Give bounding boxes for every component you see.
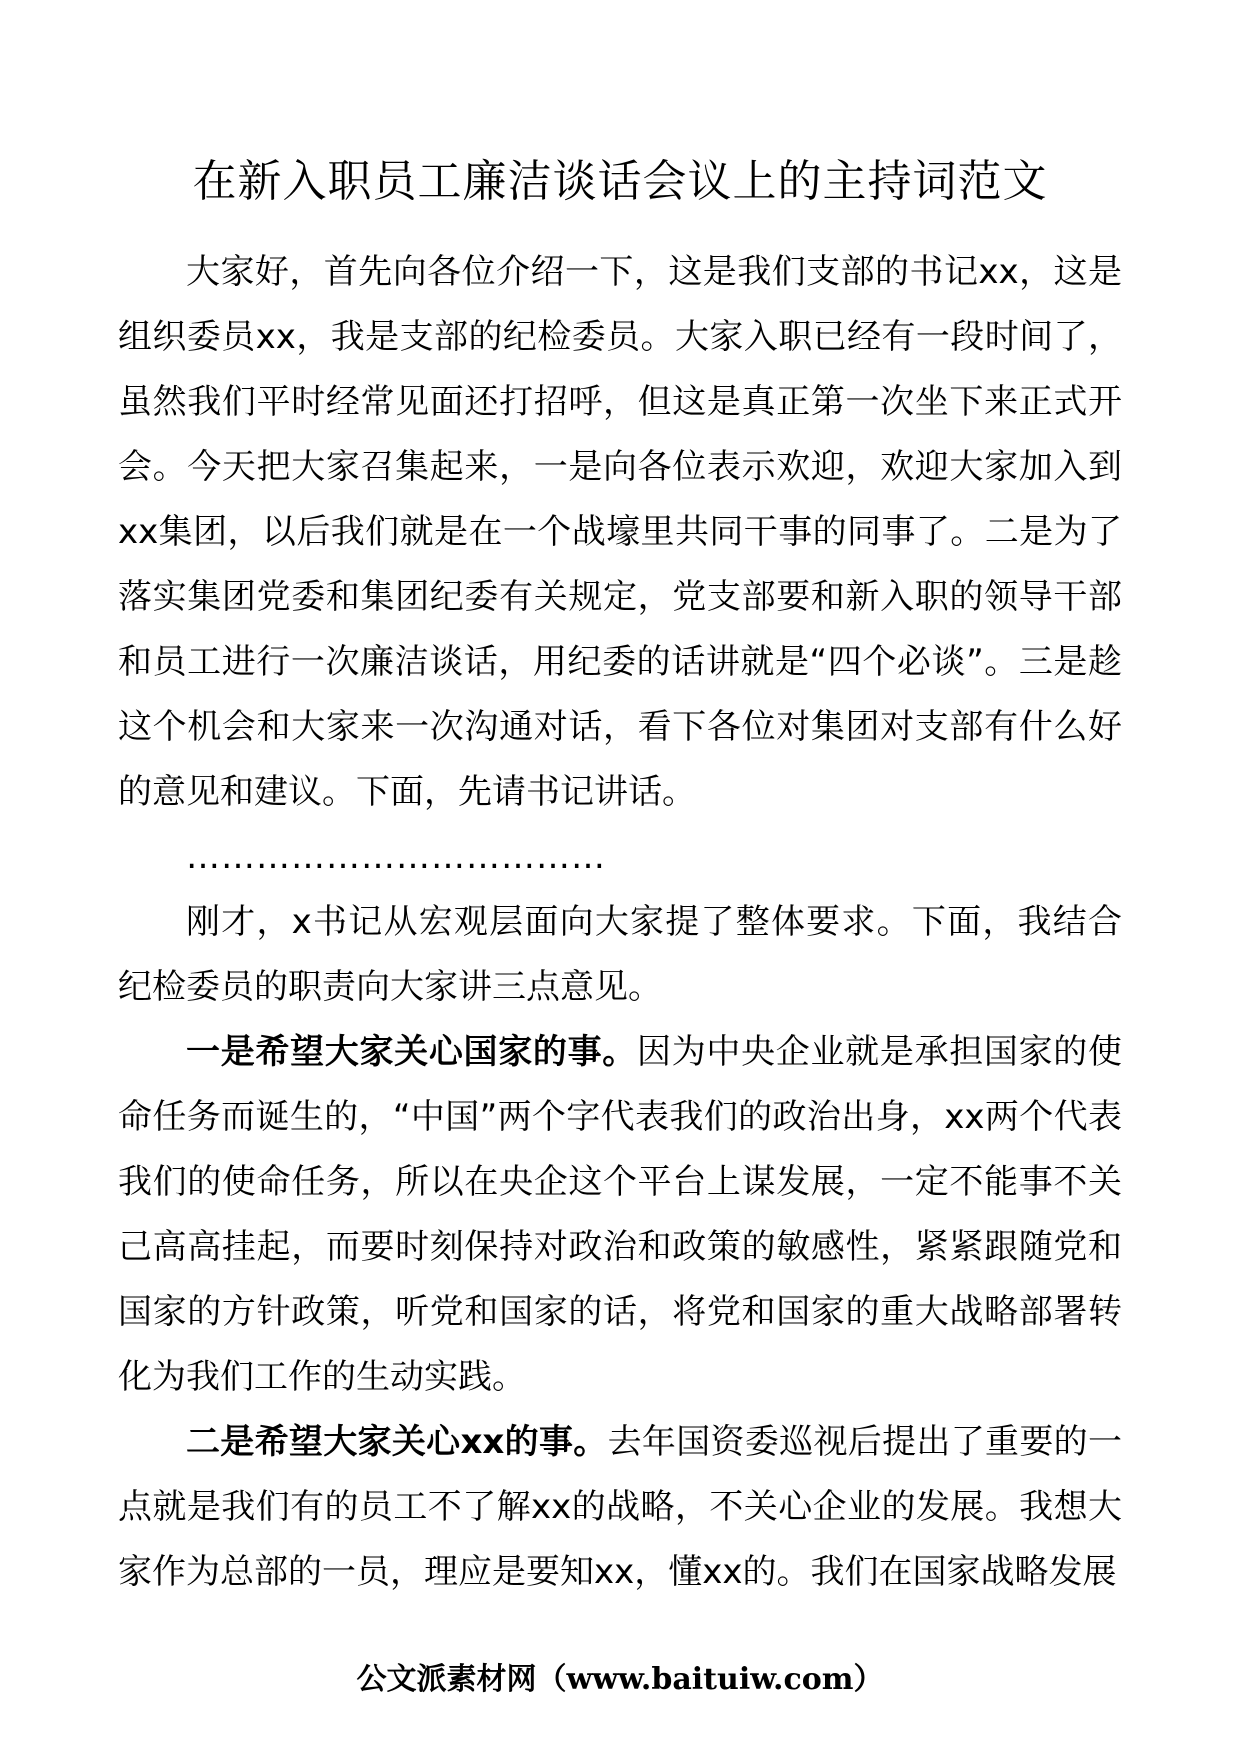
- footer-watermark: 公文派素材网（www.baituiw.com）: [356, 1662, 884, 1697]
- point-one-heading: 一是希望大家关心国家的事。: [186, 1032, 637, 1072]
- point-two-text: 去年国资委巡视后提出了重要的一点就是我们有的员工不了解xx的战略，不关心企业的发展。我想大家作为总部的一员，理应是要知xx，懂xx的。我们在国家战略发展: [118, 1422, 1122, 1592]
- paragraph-intro: 大家好，首先向各位介绍一下，这是我们支部的书记xx，这是组织委员xx，我是支部的纪检委员。大家入职已经有一段时间了，虽然我们平时经常见面还打招呼，但这是真正第一次坐下来正式开会。今天把大家召集起来，一是向各位表示欢迎，欢迎大家加入到xx集团，以后我们就是在一个战壕里共同干事的同事了。二是为了落实集团党委和集团纪委有关规定，党支部要和新入职的领导干部和员工进行一次廉洁谈话，用纪委的话讲就是“四个必谈”。三是趁这个机会和大家来一次沟通对话，看下各位对集团对支部有什么好的意见和建议。下面，先请书记讲话。: [118, 252, 1122, 812]
- paragraph-point-one: [118, 1020, 1122, 1410]
- document-body: [118, 240, 1122, 1605]
- paragraph-point-two: [118, 1410, 1122, 1605]
- document-title: 在新入职员工廉洁谈话会议上的主持词范文: [192, 156, 1048, 207]
- ellipsis-separator: ………………………………: [186, 837, 606, 877]
- paragraph-transition: 刚才，x书记从宏观层面向大家提了整体要求。下面，我结合纪检委员的职责向大家讲三点意见。: [118, 902, 1122, 1007]
- point-two-heading: 二是希望大家关心xx的事。: [186, 1422, 608, 1462]
- point-one-text: 因为中央企业就是承担国家的使命任务而诞生的，“中国”两个字代表我们的政治出身，xx两个代表我们的使命任务，所以在央企这个平台上谋发展，一定不能事不关己高高挂起，而要时刻保持对政治和政策的敏感性，紧紧跟随党和国家的方针政策，听党和国家的话，将党和国家的重大战略部署转化为我们工作的生动实践。: [118, 1032, 1122, 1397]
